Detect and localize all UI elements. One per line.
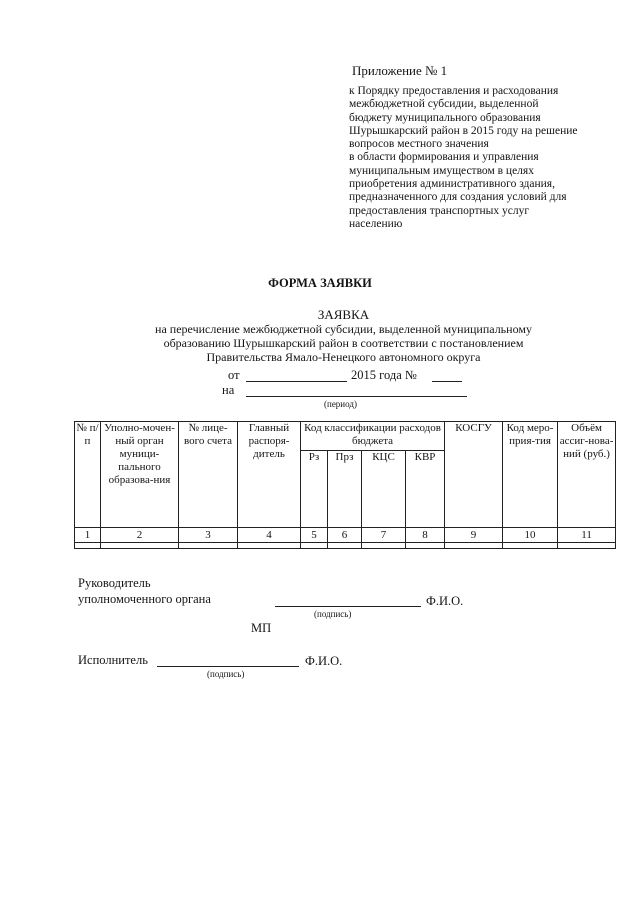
empty-cell: [445, 543, 503, 549]
stamp-label: МП: [251, 621, 272, 635]
empty-cell: [328, 543, 362, 549]
appendix-line: к Порядку предоставления и расходования: [349, 85, 559, 97]
appendix-line: бюджету муниципального образования: [349, 111, 541, 124]
period-label: (период): [324, 399, 357, 409]
subheader-rz: Рз: [301, 451, 328, 528]
head-label-line1: Руководитель: [78, 576, 151, 590]
executor-label: Исполнитель: [78, 653, 148, 667]
empty-cell: [301, 543, 328, 549]
request-line: образованию Шурышкарский район в соответствии с постановлением: [163, 336, 524, 350]
number-fill-line: [432, 381, 462, 382]
on-label: на: [222, 383, 235, 397]
head-signature-label: (подпись): [314, 609, 352, 619]
empty-cell: [101, 543, 179, 549]
request-description: [0, 322, 640, 364]
head-label-line2: уполномоченного органа: [78, 592, 211, 606]
empty-cell: [362, 543, 406, 549]
empty-cell: [503, 543, 558, 549]
form-title: ФОРМА ЗАЯВКИ: [268, 276, 372, 290]
date-fill-line: [246, 381, 347, 382]
request-table: [74, 421, 616, 549]
column-number: 2: [101, 528, 179, 543]
appendix-line: в области формирования и управления: [349, 151, 539, 164]
header-num: № п/п: [75, 422, 101, 528]
column-number: 5: [301, 528, 328, 543]
executor-fio-label: Ф.И.О.: [305, 654, 343, 668]
appendix-line: муниципальным имуществом в целях: [349, 164, 534, 177]
header-volume: Объём ассиг-нова-ний (руб.): [558, 422, 616, 528]
column-number: 8: [406, 528, 445, 543]
appendix-line: предоставления транспортных услуг: [349, 204, 530, 217]
request-line: на перечисление межбюджетной субсидии, выделенной муниципальному: [155, 322, 532, 336]
empty-cell: [75, 543, 101, 549]
header-classification: Код классификации расходов бюджета: [301, 422, 445, 451]
request-title: ЗАЯВКА: [317, 307, 370, 322]
head-signature-line: [275, 606, 421, 607]
appendix-line: предназначенного для создания условий для: [349, 191, 567, 204]
executor-signature-line: [157, 666, 299, 667]
appendix-line: приобретения административного здания,: [349, 178, 555, 191]
from-label: от: [228, 368, 240, 382]
header-kosgu: КОСГУ: [445, 422, 503, 528]
year-text: 2015 года №: [351, 368, 417, 382]
subheader-kvr: КВР: [406, 451, 445, 528]
header-authorized-org: Уполно-мочен-ный орган муници-пального образова-ния: [101, 422, 179, 528]
appendix-line: межбюджетной субсидии, выделенной: [349, 98, 539, 111]
empty-cell: [406, 543, 445, 549]
appendix-line: вопросов местного значения: [349, 138, 489, 151]
head-fio-label: Ф.И.О.: [426, 594, 464, 608]
executor-signature-label: (подпись): [207, 669, 245, 679]
request-line: Правительства Ямало-Ненецкого автономного округа: [206, 350, 481, 364]
empty-cell: [558, 543, 616, 549]
column-number: 10: [503, 528, 558, 543]
column-number: 9: [445, 528, 503, 543]
empty-cell: [238, 543, 301, 549]
column-number: 1: [75, 528, 101, 543]
header-account: № лице-вого счета: [179, 422, 238, 528]
column-number: 4: [238, 528, 301, 543]
table-empty-row: [75, 543, 616, 549]
column-number: 3: [179, 528, 238, 543]
column-number: 6: [328, 528, 362, 543]
subheader-kcs: КЦС: [362, 451, 406, 528]
header-event-code: Код меро-прия-тия: [503, 422, 558, 528]
column-number: 7: [362, 528, 406, 543]
column-number: 11: [558, 528, 616, 543]
period-fill-line: [246, 396, 467, 397]
appendix-line: Шурышкарский район в 2015 году на решение: [349, 124, 578, 137]
appendix-text: [349, 85, 609, 231]
empty-cell: [179, 543, 238, 549]
subheader-prz: Прз: [328, 451, 362, 528]
appendix-title: Приложение № 1: [352, 63, 448, 78]
appendix-line: населению: [349, 217, 403, 230]
header-manager: Главный распоря-дитель: [238, 422, 301, 528]
